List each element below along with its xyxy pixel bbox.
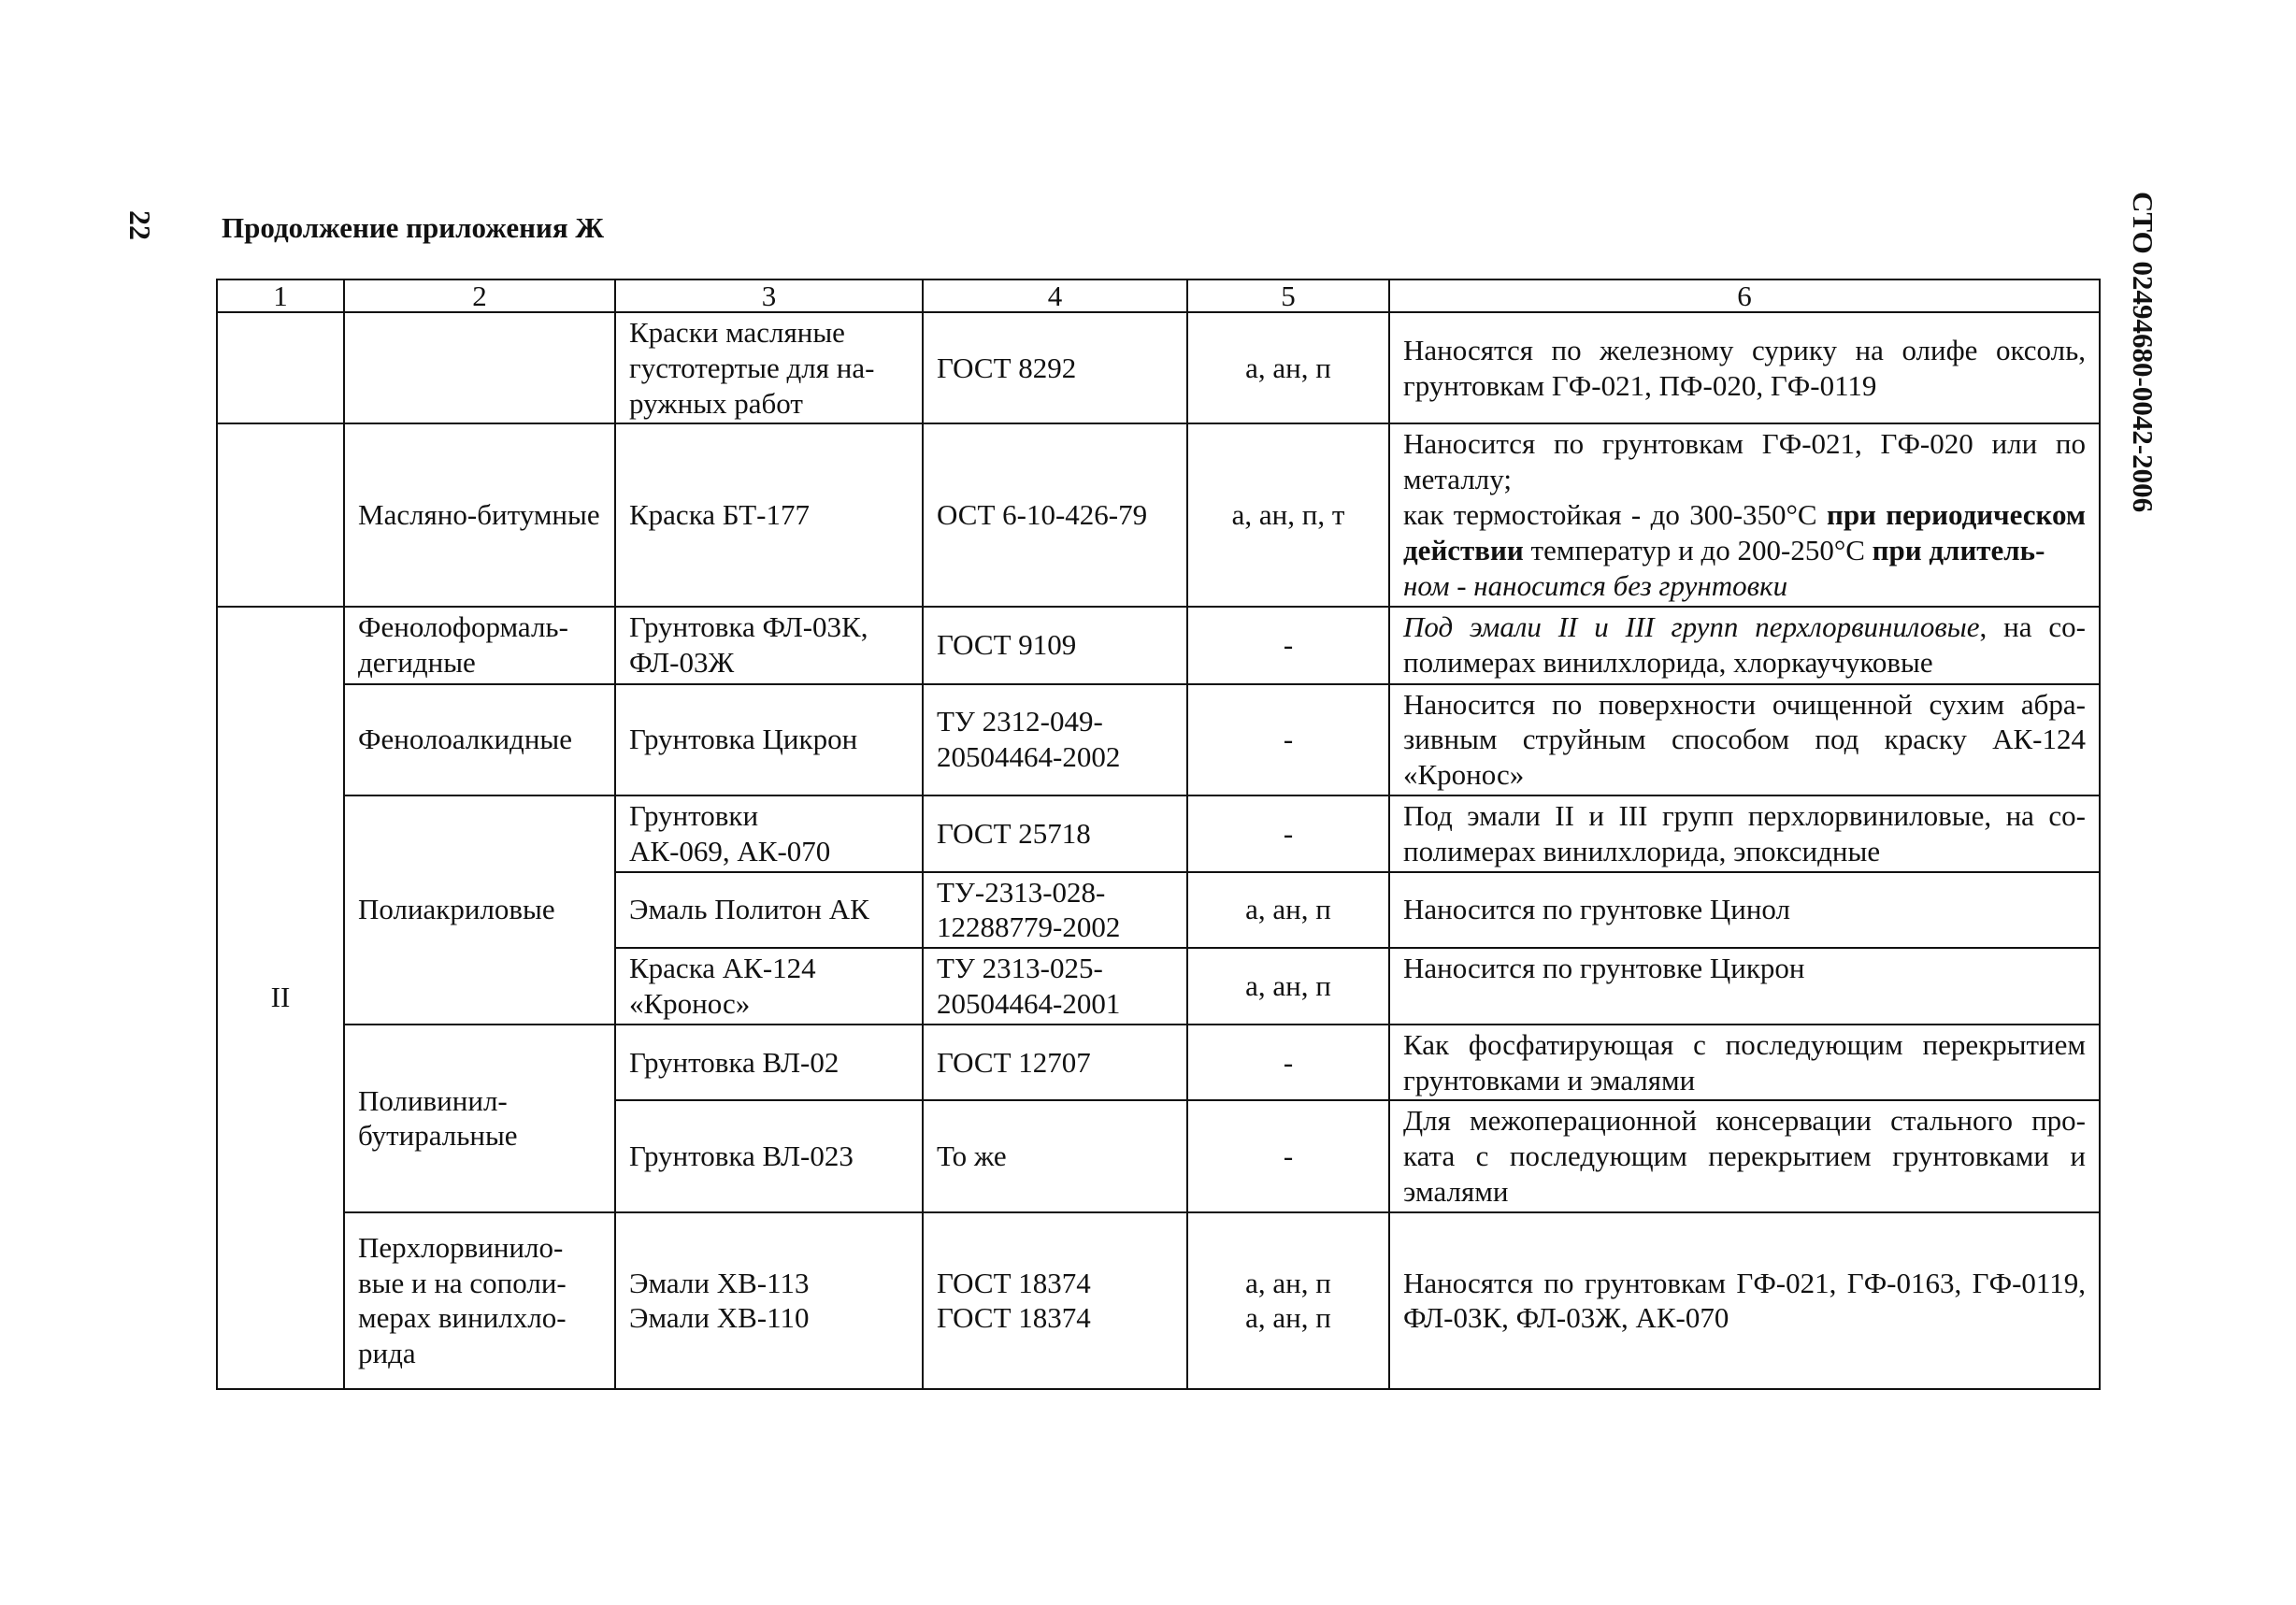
conditions-cell: - — [1187, 1025, 1389, 1101]
note-cell — [1389, 423, 2100, 606]
conditions-cell: - — [1187, 684, 1389, 795]
standard-cell: ГОСТ 25718 — [923, 795, 1187, 872]
table-row — [217, 607, 2100, 684]
standard-cell: ГОСТ 18374 ГОСТ 18374 — [923, 1212, 1187, 1389]
note-bold-text: при длитель- — [1872, 533, 2045, 566]
table-row — [217, 312, 2100, 423]
standard-cell: ГОСТ 12707 — [923, 1025, 1187, 1101]
table-header-row — [217, 279, 2100, 312]
material-cell: Краска БТ-177 — [615, 423, 923, 606]
conditions-cell: а, ан, п — [1187, 948, 1389, 1025]
standard-cell: ТУ 2312-049-20504464-2002 — [923, 684, 1187, 795]
material-type-cell: Полиакриловые — [344, 795, 615, 1025]
header-cell: 6 — [1389, 279, 2100, 312]
material-cell: Грунтовка ВЛ-02 — [615, 1025, 923, 1101]
header-cell: 3 — [615, 279, 923, 312]
note-italic-text: ном - наносится без грунтовки — [1403, 568, 1788, 602]
note-text: как термостойкая - до 300-350°С — [1403, 498, 1827, 532]
material-cell: Грунтовки АК-069, АК-070 — [615, 795, 923, 872]
note-cell: Для межоперационной консервации стального про-ката с последующим перекрытием грунтовками и эмалями — [1389, 1100, 2100, 1211]
standard-cell: ТУ 2313-025-20504464-2001 — [923, 948, 1187, 1025]
note-cell: Наносится по грунтовке Цикрон — [1389, 948, 2100, 1025]
standard-cell: ГОСТ 8292 — [923, 312, 1187, 423]
note-line: Наносится по грунтовкам ГФ-021, ГФ-020 или по металлу; — [1403, 427, 2086, 496]
note-cell — [1389, 607, 2100, 684]
conditions-cell: а, ан, п — [1187, 312, 1389, 423]
conditions-cell: а, ан, п а, ан, п — [1187, 1212, 1389, 1389]
group-cell: II — [217, 607, 344, 1389]
material-cell: Краска АК-124 «Кронос» — [615, 948, 923, 1025]
header-cell: 2 — [344, 279, 615, 312]
conditions-cell: - — [1187, 1100, 1389, 1211]
table-row — [217, 1025, 2100, 1101]
group-cell-empty — [217, 312, 344, 423]
note-text: , на со-полимерах винилхлорида, хлоркаучуковые — [1403, 610, 2086, 679]
page-heading: Продолжение приложения Ж — [222, 211, 604, 244]
table-row — [217, 684, 2100, 795]
material-type-cell: Перхлорвинило-вые и на сополи-мерах винилхло-рида — [344, 1212, 615, 1389]
conditions-cell: - — [1187, 607, 1389, 684]
material-type-cell: Фенолоалкидные — [344, 684, 615, 795]
header-cell: 5 — [1187, 279, 1389, 312]
group-cell-empty — [217, 423, 344, 606]
note-bold-text: при периодическом действии — [1403, 498, 2086, 566]
note-cell: Как фосфатирующая с последующим перекрытием грунтовками и эмалями — [1389, 1025, 2100, 1101]
material-cell: Эмали ХВ-113 Эмали ХВ-110 — [615, 1212, 923, 1389]
note-cell: Наносится по грунтовке Цинол — [1389, 872, 2100, 949]
material-type-cell: Фенолоформаль-дегидные — [344, 607, 615, 684]
material-type-cell: Масляно-битумные — [344, 423, 615, 606]
note-italic-text: Под эмали II и III групп перхлорвиниловые — [1403, 610, 1980, 644]
materials-table — [216, 279, 2101, 1390]
conditions-cell: а, ан, п — [1187, 872, 1389, 949]
table-row — [217, 795, 2100, 872]
table-row — [217, 1212, 2100, 1389]
material-cell: Краски масляные густотертые для на-ружных работ — [615, 312, 923, 423]
note-cell: Наносятся по железному сурику на олифе оксоль, грунтовкам ГФ-021, ПФ-020, ГФ-0119 — [1389, 312, 2100, 423]
standard-cell: То же — [923, 1100, 1187, 1211]
table-row — [217, 423, 2100, 606]
note-cell: Под эмали II и III групп перхлорвиниловые, на со-полимерах винилхлорида, эпоксидные — [1389, 795, 2100, 872]
material-cell: Эмаль Политон АК — [615, 872, 923, 949]
material-cell: Грунтовка Цикрон — [615, 684, 923, 795]
standard-cell: ГОСТ 9109 — [923, 607, 1187, 684]
note-text: температур и до 200-250°С — [1523, 533, 1873, 566]
material-type-cell: Поливинил-бутиральные — [344, 1025, 615, 1212]
page-number: 22 — [123, 210, 157, 240]
document-code: СТО 02494680-0042-2006 — [2127, 192, 2160, 513]
note-cell: Наносятся по грунтовкам ГФ-021, ГФ-0163, ГФ-0119, ФЛ-03К, ФЛ-03Ж, АК-070 — [1389, 1212, 2100, 1389]
material-cell: Грунтовка ФЛ-03К, ФЛ-03Ж — [615, 607, 923, 684]
standard-cell: ОСТ 6-10-426-79 — [923, 423, 1187, 606]
material-type-cell-empty — [344, 312, 615, 423]
header-cell: 4 — [923, 279, 1187, 312]
conditions-cell: - — [1187, 795, 1389, 872]
header-cell: 1 — [217, 279, 344, 312]
conditions-cell: а, ан, п, т — [1187, 423, 1389, 606]
material-cell: Грунтовка ВЛ-023 — [615, 1100, 923, 1211]
note-cell: Наносится по поверхности очищенной сухим абра-зивным струйным способом под краску АК-124 «Кронос» — [1389, 684, 2100, 795]
standard-cell: ТУ-2313-028-12288779-2002 — [923, 872, 1187, 949]
